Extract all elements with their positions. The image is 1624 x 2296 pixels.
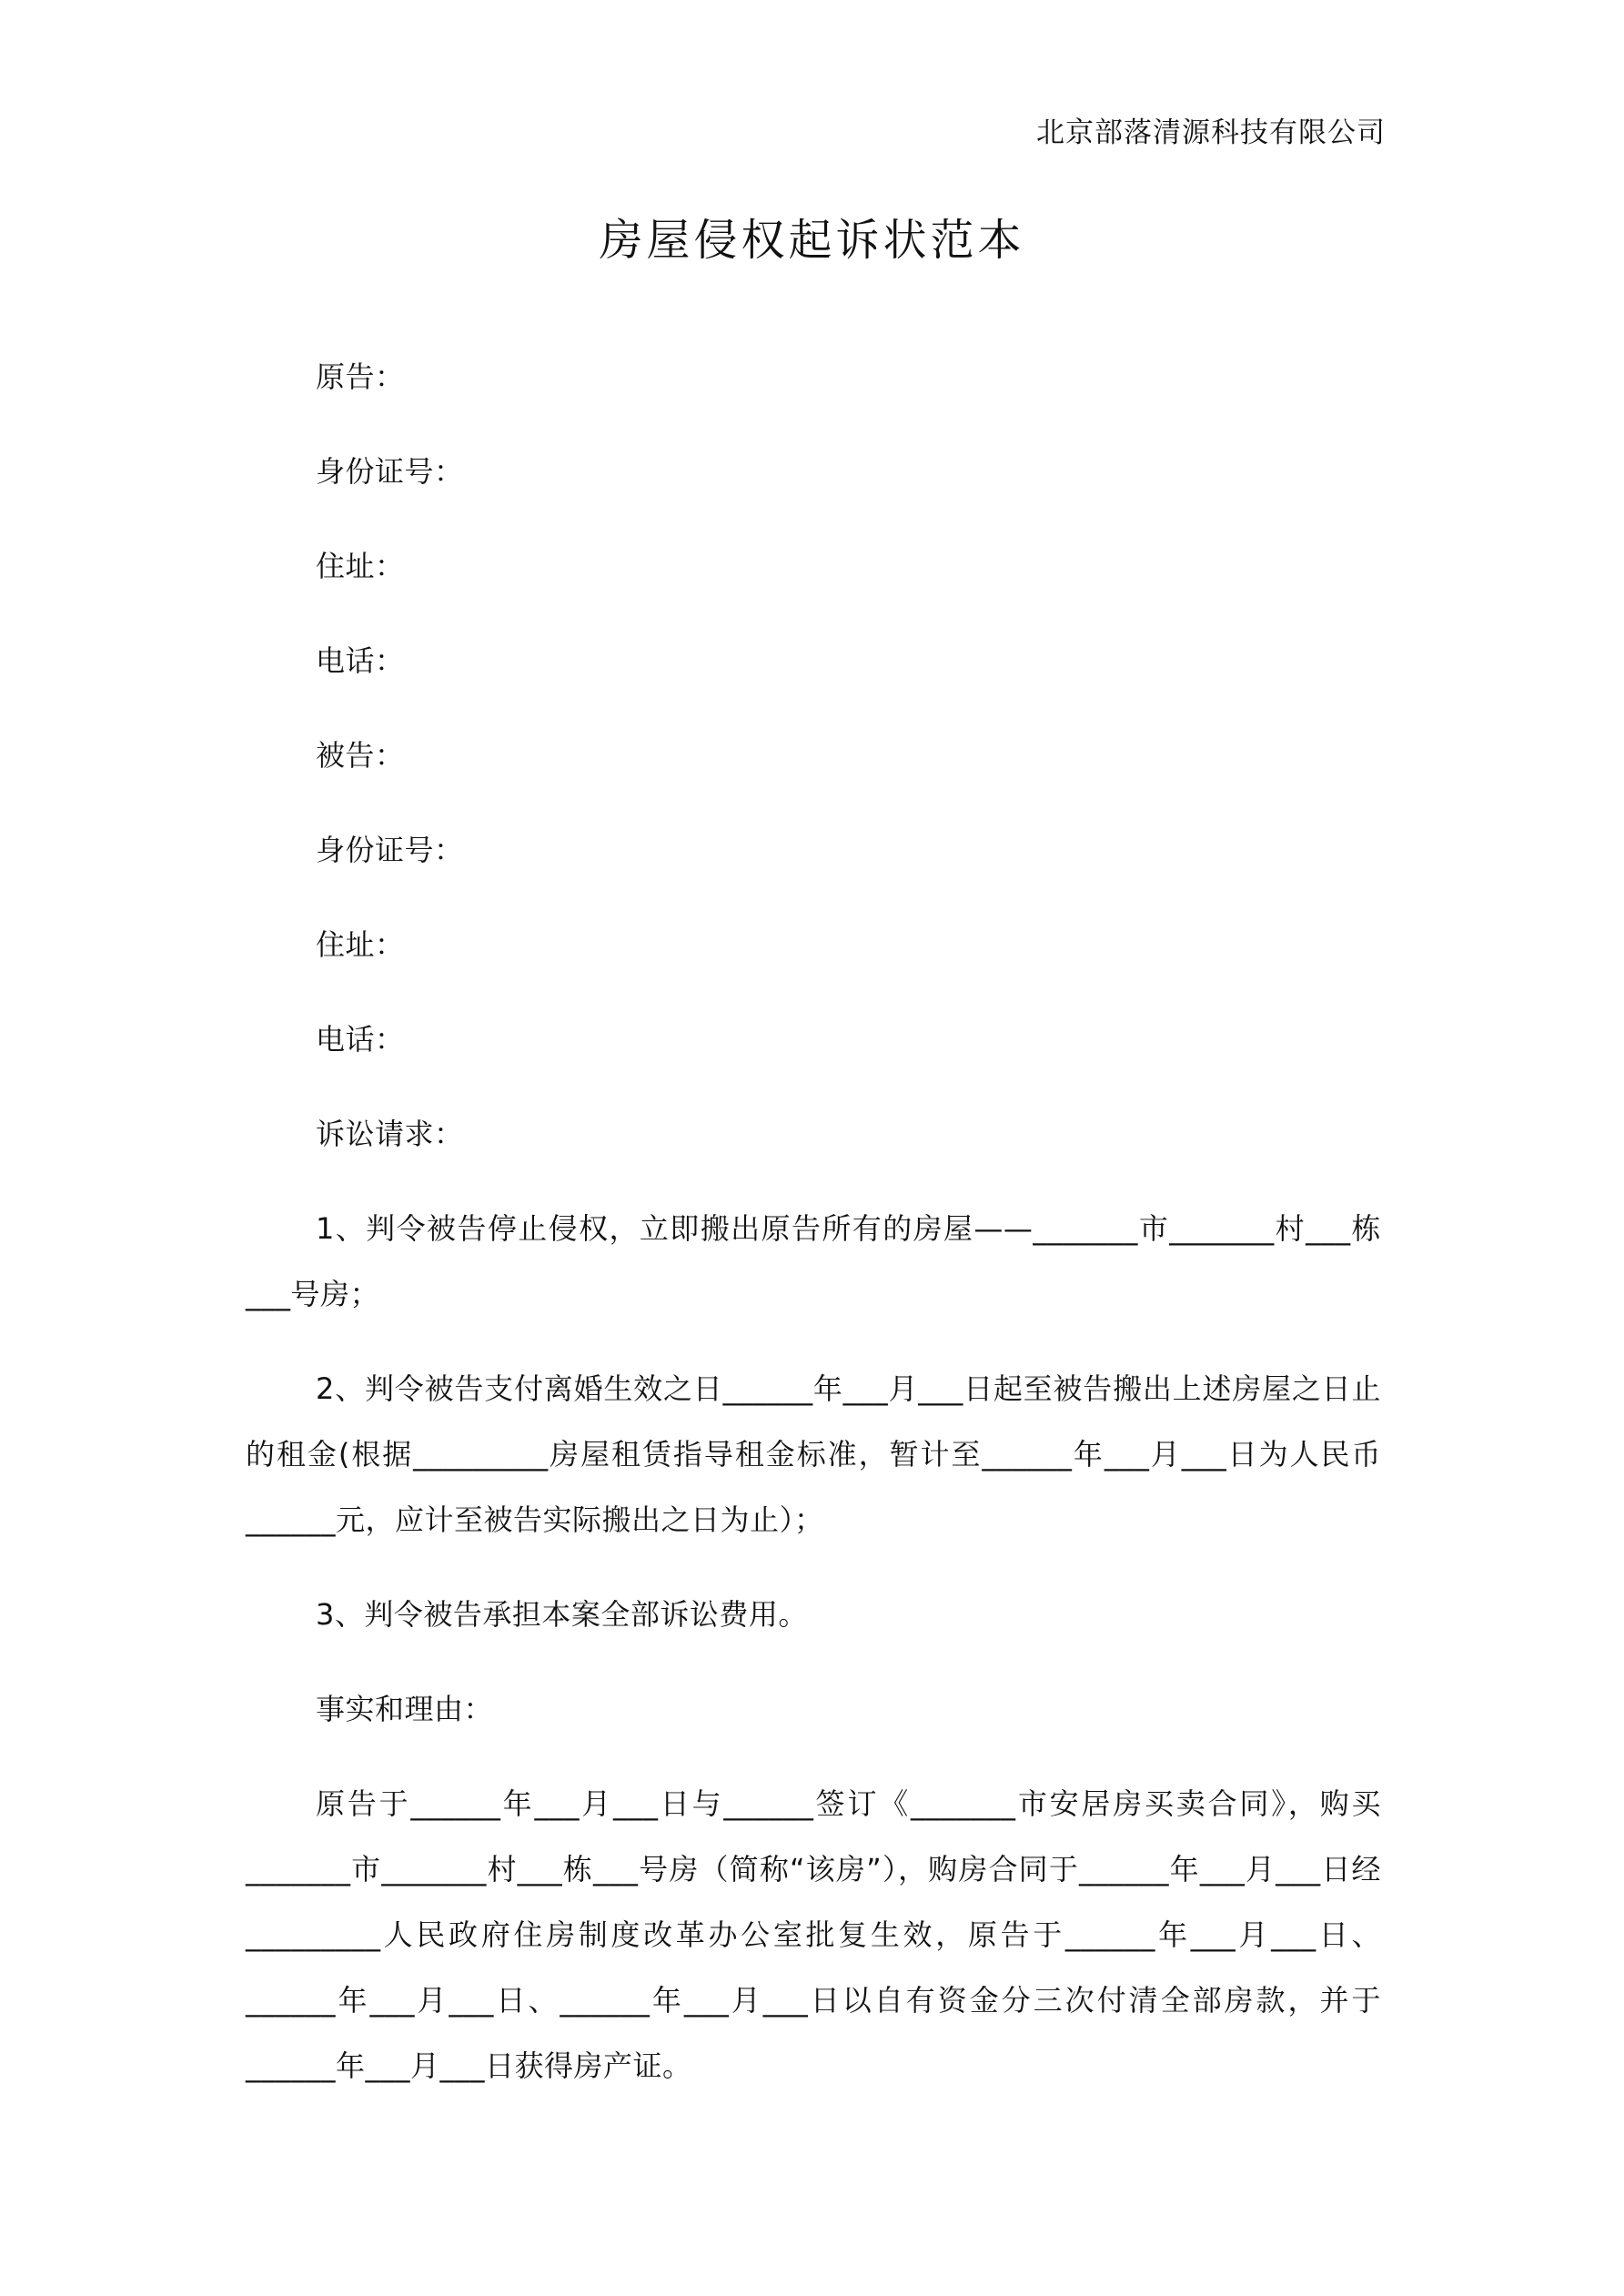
claim-item-1: 1、判令被告停止侵权，立即搬出原告所有的房屋——_______市_______村___栋___号房； — [246, 1211, 1381, 1311]
defendant-id-label: 身份证号： — [316, 833, 464, 867]
company-name: 北京部落清源科技有限公司 — [1036, 116, 1386, 149]
document-body — [246, 344, 1381, 2128]
document-title: 房屋侵权起诉状范本 — [599, 215, 1025, 266]
claim-item-3: 3、判令被告承担本案全部诉讼费用。 — [316, 1597, 808, 1632]
claim-item-2: 2、判令被告支付离婚生效之日______年___月___日起至被告搬出上述房屋之日止的租金(根据_________房屋租赁指导租金标准，暂计至______年___月___日为人民币______元，应计至被告实际搬出之日为止）； — [246, 1371, 1381, 1537]
plaintiff-label: 原告： — [316, 359, 405, 394]
facts-paragraph: 原告于______年___月___日与______签订《_______市安居房买卖合同》，购买_______市_______村___栋___号房（简称“该房”），购房合同于______年___月___日经_________人民政府住房制度改革办公室批复生效，原告于______年___月___日、______年___月___日、______年___月___日以自有资金分三次付清全部房款，并于______年___月___日获得房产证。 — [246, 1786, 1381, 2083]
defendant-address-label: 住址： — [316, 927, 405, 962]
defendant-label: 被告： — [316, 738, 405, 773]
plaintiff-address-label: 住址： — [316, 549, 405, 583]
plaintiff-phone-label: 电话： — [316, 643, 405, 678]
facts-heading: 事实和理由： — [316, 1692, 494, 1726]
defendant-phone-label: 电话： — [316, 1022, 405, 1057]
claims-heading: 诉讼请求： — [316, 1117, 464, 1151]
plaintiff-id-label: 身份证号： — [316, 454, 464, 489]
